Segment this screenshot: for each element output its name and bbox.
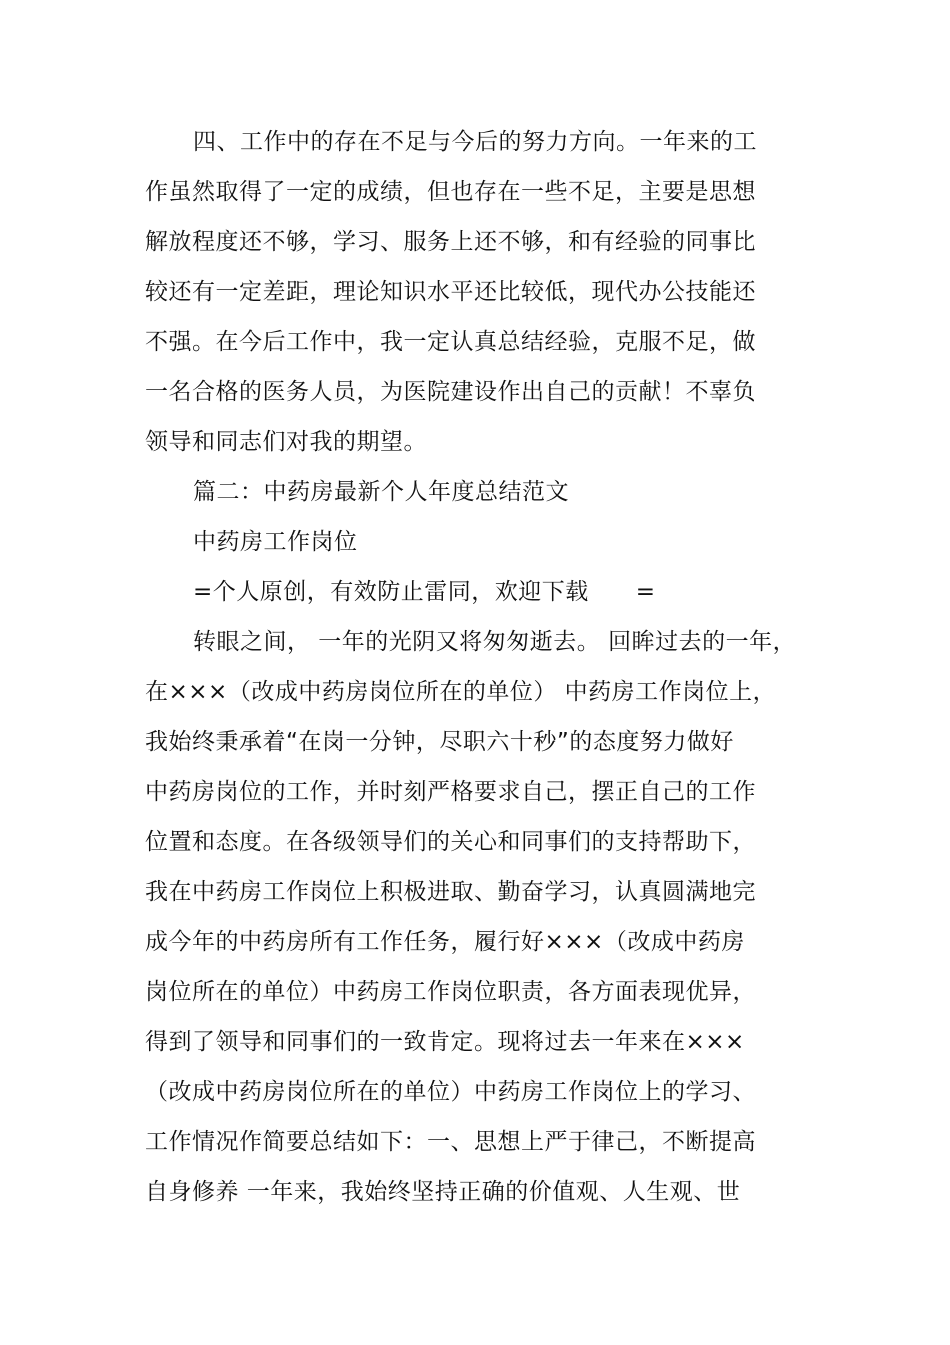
paragraph-line-20: （改成中药房岗位所在的单位）中药房工作岗位上的学习、 [145, 1079, 756, 1105]
paragraph-line-4: 较还有一定差距，理论知识水平还比较低，现代办公技能还 [145, 279, 756, 305]
paragraph-line-18: 岗位所在的单位）中药房工作岗位职责，各方面表现优异， [145, 979, 756, 1005]
paragraph-line-3: 解放程度还不够，学习、服务上还不够，和有经验的同事比 [145, 229, 756, 255]
paragraph-line-2: 作虽然取得了一定的成绩，但也存在一些不足，主要是思想 [145, 179, 756, 205]
paragraph-line-17: 成今年的中药房所有工作任务，履行好×××（改成中药房 [145, 929, 745, 955]
original-notice: =个人原创，有效防止雷同，欢迎下载 = [193, 579, 656, 605]
paragraph-line-13: 我始终秉承着“在岗一分钟，尽职六十秒”的态度努力做好 [145, 729, 734, 755]
paragraph-line-22: 自身修养 一年来，我始终坚持正确的价值观、人生观、世 [145, 1179, 741, 1205]
paragraph-line-11: 转眼之间， 一年的光阴又将匆匆逝去。 回眸过去的一年， [193, 629, 797, 655]
section-title: 篇二：中药房最新个人年度总结范文 [193, 479, 569, 505]
paragraph-line-14: 中药房岗位的工作，并时刻严格要求自己，摆正自己的工作 [145, 779, 756, 805]
paragraph-line-15: 位置和态度。在各级领导们的关心和同事们的支持帮助下， [145, 829, 756, 855]
paragraph-line-7: 领导和同志们对我的期望。 [145, 429, 427, 455]
position-heading: 中药房工作岗位 [193, 529, 358, 555]
paragraph-line-16: 我在中药房工作岗位上积极进取、勤奋学习，认真圆满地完 [145, 879, 756, 905]
paragraph-line-6: 一名合格的医务人员，为医院建设作出自己的贡献！不辜负 [145, 379, 756, 405]
paragraph-line-1: 四、工作中的存在不足与今后的努力方向。一年来的工 [193, 129, 757, 155]
paragraph-line-5: 不强。在今后工作中，我一定认真总结经验，克服不足，做 [145, 329, 756, 355]
paragraph-line-12: 在×××（改成中药房岗位所在的单位） 中药房工作岗位上， [145, 679, 777, 705]
paragraph-line-21: 工作情况作简要总结如下：一、思想上严于律己，不断提高 [145, 1129, 756, 1155]
paragraph-line-19: 得到了领导和同事们的一致肯定。现将过去一年来在××× [145, 1029, 745, 1055]
